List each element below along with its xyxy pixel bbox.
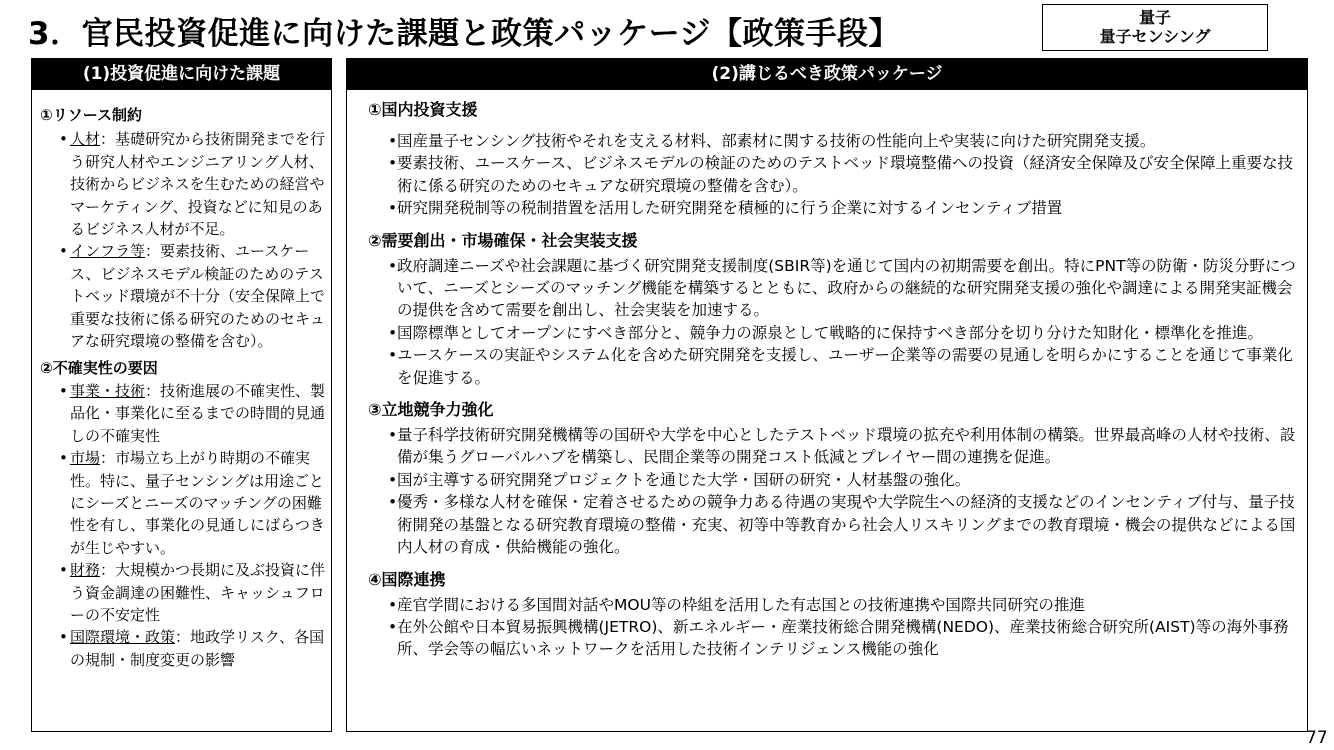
right-section-title: ④国際連携 [368, 569, 446, 589]
right-bullet: • 優秀・多様な人材を確保・定着させるための競争力ある待遇の実現や大学院生への経済的支援などのインセンティブ付与、量子技術開発の基盤となる研究教育環境の整備・充実、初等中等教育から社会人リスキリングまでの教育環境・機会の提供などによる国内人材の育成・供給機能の強化。 [368, 491, 1303, 558]
right-bullet: • ユースケースの実証やシステム化を含めた研究開発を支援し、ユーザー企業等の需要の見通しを明らかにすることを通じて事業化を促進する。 [368, 344, 1303, 389]
bullet-key: 財務 [70, 561, 101, 580]
right-bullet: • 量子科学技術研究開発機構等の国研や大学を中心としたテストベッド環境の拡充や利用体制の構築。世界最高峰の人材や技術、設備が集うグローバルハブを構築し、民間企業等の開発コスト低減とプレイヤー間の連携を促進。 [368, 424, 1303, 469]
right-bullet: • 国が主導する研究開発プロジェクトを通じた大学・国研の研究・人材基盤の強化。 [368, 469, 1303, 491]
left-column-heading: (1)投資促進に向けた課題 [31, 58, 332, 90]
left-section-title: ②不確実性の要因 [40, 359, 158, 378]
right-section-title: ①国内投資支援 [368, 100, 478, 119]
right-section-title: ③立地競争力強化 [368, 400, 494, 420]
left-bullet [40, 128, 330, 240]
right-bullet: • 要素技術、ユースケース、ビジネスモデルの検証のためのテストベッド環境整備への投資（経済安全保障及び安全保障上重要な技術に係る研究のためのセキュアな研究環境の整備を含む）。 [368, 152, 1303, 197]
category-tag-line2: 量子センシング [1099, 27, 1211, 46]
right-bullet: • 研究開発税制等の税制措置を活用した研究開発を積極的に行う企業に対するインセンティブ措置 [368, 197, 1303, 219]
bullet-text: ：要素技術、ユースケース、ビジネスモデル検証のためのテストベッド環境が不十分（安全保障上で重要な技術に係る研究のためのセキュアな研究環境の整備を含む）。 [70, 242, 326, 351]
bullet-text: ：技術進展の不確実性、製品化・事業化に至るまでの時間的見通しの不確実性 [70, 381, 326, 445]
left-bullet [40, 380, 330, 447]
category-tag [1042, 4, 1268, 51]
right-bullet: • 政府調達ニーズや社会課題に基づく研究開発支援制度(SBIR等)を通じて国内の初期需要を創出。特にPNT等の防衛・防災分野について、ニーズとシーズのマッチング機能を構築するとともに、政府からの継続的な研究開発支援の強化や調達による開発実証機会の提供を含めて需要を創出し、社会実装を加速する。 [368, 255, 1303, 322]
right-column-content [368, 98, 1303, 661]
left-section-title: ①リソース制約 [40, 106, 142, 124]
bullet-text: ：基礎研究から技術開発までを行う研究人材やエンジニアリング人材、技術からビジネスを生むための経営やマーケティング、投資などに知見のあるビジネス人材が不足。 [70, 130, 326, 239]
page-number: 77 [1306, 728, 1328, 748]
left-bullet [40, 626, 330, 671]
bullet-text: ：市場立ち上がり時期の不確実性。特に、量子センシングは用途ごとにシーズとニーズのマッチングの困難性を有し、事業化の見通しにばらつきが生じやすい。 [70, 449, 325, 557]
right-section-title: ②需要創出・市場確保・社会実装支援 [368, 230, 638, 250]
right-bullet: • 国産量子センシング技術やそれを支える材料、部素材に関する技術の性能向上や実装に向けた研究開発支援。 [368, 130, 1303, 152]
bullet-key: 市場 [70, 449, 101, 468]
bullet-text: ：地政学リスク、各国の規制・制度変更の影響 [70, 628, 325, 669]
right-bullet: • 国際標準としてオープンにすべき部分と、競争力の源泉として戦略的に保持すべき部分を切り分けた知財化・標準化を推進。 [368, 322, 1303, 344]
bullet-key: 国際環境・政策 [70, 628, 176, 647]
bullet-text: ：大規模かつ長期に及ぶ投資に伴う資金調達の困難性、キャッシュフローの不安定性 [70, 561, 326, 624]
left-bullet [40, 240, 330, 352]
left-bullet [40, 447, 330, 559]
bullet-key: 人材 [70, 130, 101, 149]
category-tag-line1: 量子 [1138, 8, 1171, 27]
left-bullet [40, 559, 330, 626]
bullet-key: 事業・技術 [70, 381, 146, 400]
right-bullet: • 在外公館や日本貿易振興機構(JETRO)、新エネルギー・産業技術総合開発機構(NEDO)、産業技術総合研究所(AIST)等の海外事務所、学会等の幅広いネットワークを活用した技術インテリジェンス機能の強化 [368, 616, 1303, 661]
right-bullet: • 産官学間における多国間対話やMOU等の枠組を活用した有志国との技術連携や国際共同研究の推進 [368, 594, 1303, 616]
right-column-heading: (2)講じるべき政策パッケージ [346, 58, 1308, 90]
page-title: 3．官民投資促進に向けた課題と政策パッケージ【政策手段】 [28, 16, 900, 52]
bullet-key: インフラ等 [70, 242, 146, 261]
left-column-content [40, 104, 330, 671]
